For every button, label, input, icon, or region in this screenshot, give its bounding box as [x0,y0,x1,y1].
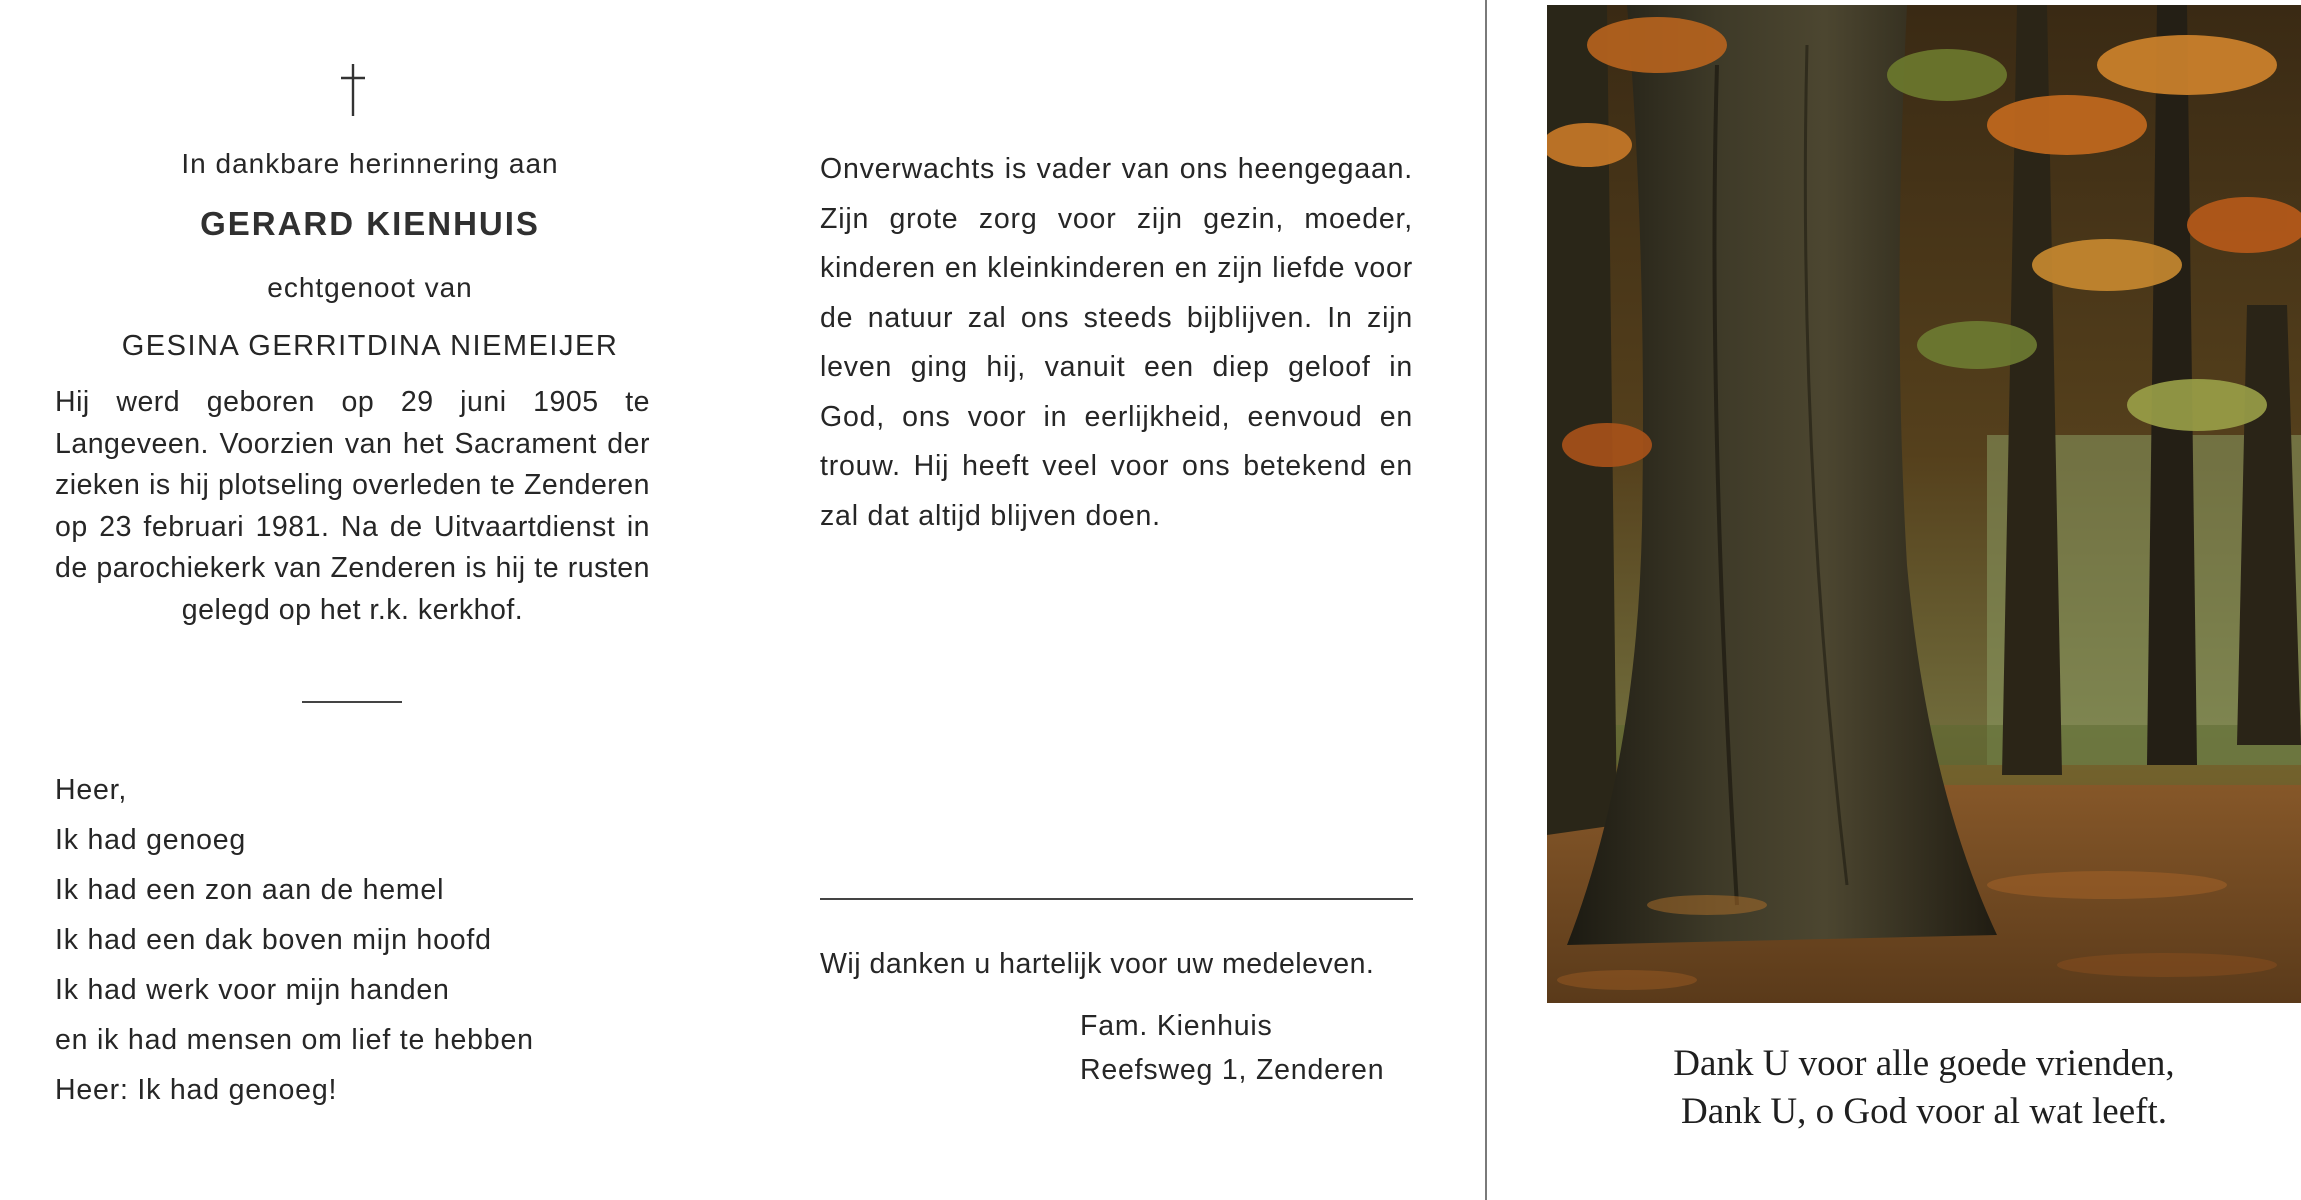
family-signature: Fam. Kienhuis [1080,1010,1273,1042]
cross-icon [335,62,371,118]
poem-line: Ik had genoeg [55,824,247,856]
thanks-text: Wij danken u hartelijk voor uw medeleven. [820,948,1375,980]
left-panel [0,0,740,1200]
closing-verse [1547,1040,2301,1136]
remembrance-text: Onverwachts is vader van ons heengegaan. Zijn grote zorg voor zijn gezin, moeder, kinderen en kleinkinderen en zijn liefde voor de natuur zal ons steeds bijblijven. In zijn leven ging hij, vanuit een diep geloof in God, ons voor in eerlijkheid, eenvoud en trouw. Hij heeft veel voor ons betekend en zal dat altijd blijven doen. [820,153,1413,532]
spouse-intro: echtgenoot van [267,272,473,303]
autumn-trees-photo [1547,5,2301,1003]
right-panel [1485,0,2301,1200]
deceased-name: GERARD KIENHUIS [200,205,540,242]
biography-text: Hij werd geboren op 29 juni 1905 te Langeveen. Voorzien van het Sacrament der zieken is hij plotseling overleden te Zenderen op 23 februari 1981. Na de Uitvaartdienst in de parochiekerk van Zenderen is hij te rusten gelegd op het r.k. kerkhof. [55,386,650,626]
middle-panel [740,0,1485,1200]
divider-long [820,898,1413,900]
poem-line: en ik had mensen om lief te hebben [55,1024,534,1056]
poem-line: Ik had een dak boven mijn hoofd [55,924,492,956]
poem-line: Heer: Ik had genoeg! [55,1074,338,1106]
divider-short [302,701,402,703]
poem-line: Ik had een zon aan de hemel [55,874,445,906]
spouse-name: GESINA GERRITDINA NIEMEIJER [121,330,619,362]
verse-line: Dank U voor alle goede vrienden, [1673,1043,2175,1084]
family-address: Reefsweg 1, Zenderen [1080,1054,1385,1086]
poem [55,765,534,1115]
poem-line: Heer, [55,774,128,806]
poem-line: Ik had werk voor mijn handen [55,974,450,1006]
memorial-intro: In dankbare herinnering aan [181,148,559,179]
verse-line: Dank U, o God voor al wat leeft. [1680,1091,2167,1132]
